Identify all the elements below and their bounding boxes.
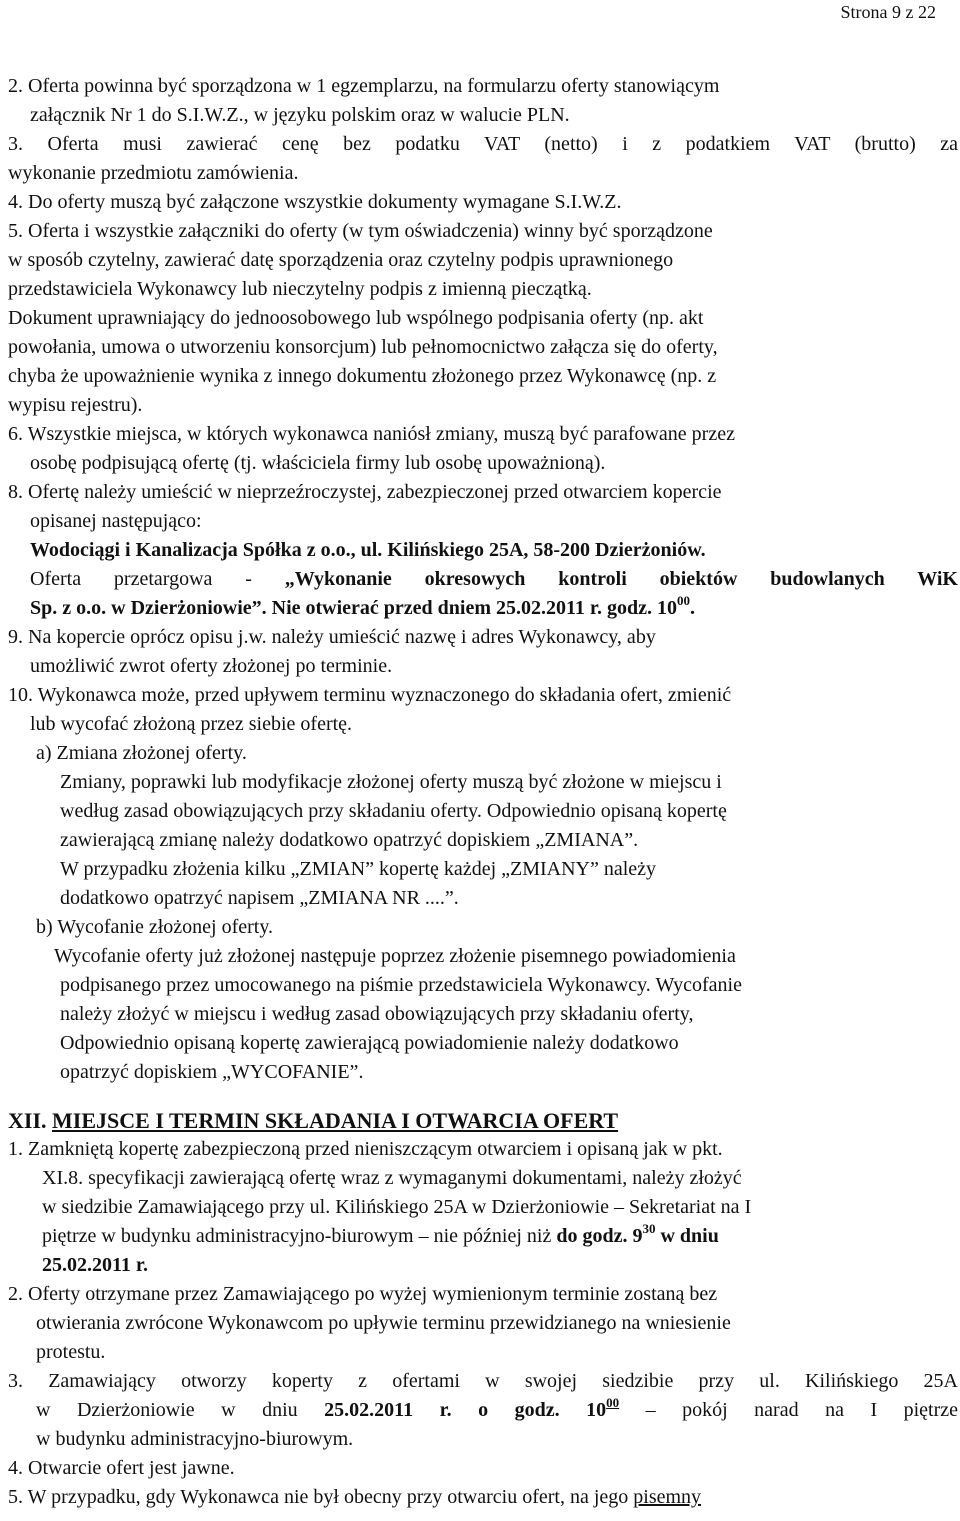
item-9-line-2: umożliwić zwrot oferty złożonej po terminie. (30, 655, 393, 677)
offer-title: „Wykonanie okresowych kontroli obiektów budowlanych WiK (284, 568, 958, 590)
sec-2-line-1: 2. Oferty otrzymane przez Zamawiającego po wyżej wymienionym terminie zostaną bez (8, 1283, 718, 1305)
sub-b-line-3: należy złożyć w miejscu i według zasad obowiązujących przy składaniu oferty, (60, 1003, 694, 1025)
deadline-date: 25.02.2011 r. (42, 1254, 148, 1276)
opening-place: w Dzierżoniowie w dniu (36, 1399, 325, 1421)
sec-5-underlined: pisemny (633, 1486, 702, 1508)
item-5-line-2: w sposób czytelny, zawierać datę sporządzenia oraz czytelny podpis uprawnionego (8, 249, 674, 271)
sec-5-line-1 (8, 1483, 958, 1512)
sub-a-line-5: dodatkowo opatrzyć napisem „ZMIANA NR ....”. (60, 887, 459, 909)
sub-a-line-2: według zasad obowiązujących przy składaniu oferty. Odpowiednio opisaną kopertę (60, 800, 727, 822)
item-4-line-1: 4. Do oferty muszą być załączone wszystkie dokumenty wymagane S.I.W.Z. (8, 191, 622, 213)
opening-minutes: 00 (606, 1395, 620, 1410)
sub-a-line-3: zawierającą zmianę należy dodatkowo opatrzyć dopiskiem „ZMIANA”. (60, 829, 639, 851)
page-number: Strona 9 z 22 (840, 2, 936, 22)
item-6-line-2: osobę podpisującą ofertę (tj. właściciela firmy lub osobę upoważnioną). (30, 452, 606, 474)
sec-1-line-3: w siedzibie Zamawiającego przy ul. Kilińskiego 25A w Dzierżoniowie – Sekretariat na I (42, 1196, 752, 1218)
document-body (8, 72, 958, 1512)
section-title: MIEJSCE I TERMIN SKŁADANIA I OTWARCIA OFERT (52, 1108, 619, 1133)
opening-room: – pokój narad na I piętrze (619, 1399, 959, 1421)
item-8-line-4 (8, 565, 958, 594)
item-6-line-1: 6. Wszystkie miejsca, w których wykonawca naniósł zmiany, muszą być parafowane przez (8, 423, 735, 445)
sec-3-line-1: 3. Zamawiający otworzy koperty z ofertami w swojej siedzibie przy ul. Kilińskiego 25A (8, 1370, 958, 1392)
period: . (689, 597, 695, 619)
sec-1-line-2: XI.8. specyfikacji zawierającą ofertę wraz z wymaganymi dokumentami, należy złożyć (42, 1167, 742, 1189)
item-8-line-2: opisanej następująco: (30, 510, 202, 532)
sub-b-line-4: Odpowiednio opisaną kopertę zawierającą powiadomienie należy dodatkowo (60, 1032, 679, 1054)
item-2-line-1: 2. Oferta powinna być sporządzona w 1 egzemplarzu, na formularzu oferty stanowiącym (8, 75, 720, 97)
sub-b-line-2: podpisanego przez umocowanego na piśmie przedstawiciela Wykonawcy. Wycofanie (60, 974, 742, 996)
item-3-line-2: wykonanie przedmiotu zamówienia. (8, 162, 299, 184)
deadline-day-label: w dniu (655, 1225, 719, 1247)
deadline-hour: do godz. 9 (556, 1225, 643, 1247)
sec-2-line-3: protestu. (36, 1341, 106, 1363)
deadline-minutes: 30 (642, 1221, 656, 1236)
sub-b-heading: b) Wycofanie złożonej oferty. (36, 916, 274, 938)
hour-superscript: 00 (676, 593, 690, 608)
do-not-open-note: Sp. z o.o. w Dzierżoniowie”. Nie otwierać przed dniem 25.02.2011 r. godz. 10 (30, 597, 677, 619)
item-9-line-1: 9. Na kopercie oprócz opisu j.w. należy umieścić nazwę i adres Wykonawcy, aby (8, 626, 656, 648)
opening-date: 25.02.2011 r. o godz. 10 (324, 1399, 607, 1421)
sec-3-line-2 (8, 1396, 958, 1425)
sec-2-line-2: otwierania zwrócone Wykonawcom po upływie terminu przewidzianego na wniesienie (36, 1312, 731, 1334)
item-3-line-1: 3. Oferta musi zawierać cenę bez podatku VAT (netto) i z podatkiem VAT (brutto) za (8, 133, 958, 155)
deadline-text: piętrze w budynku administracyjno-biurowym – nie później niż (42, 1225, 557, 1247)
sec-3-line-3: w budynku administracyjno-biurowym. (36, 1428, 354, 1450)
item-5-line-7: wypisu rejestru). (8, 394, 143, 416)
item-5-line-5: powołania, umowa o utworzeniu konsorcjum) lub pełnomocnictwo załącza się do oferty, (8, 336, 718, 358)
sub-a-heading: a) Zmiana złożonej oferty. (36, 742, 247, 764)
sec-4-line-1: 4. Otwarcie ofert jest jawne. (8, 1457, 235, 1479)
sub-a-line-1: Zmiany, poprawki lub modyfikacje złożonej oferty muszą być złożone w miejscu i (60, 771, 722, 793)
offer-label: Oferta przetargowa - (30, 568, 285, 590)
item-8-address: Wodociągi i Kanalizacja Spółka z o.o., ul. Kilińskiego 25A, 58-200 Dzierżoniów. (30, 539, 706, 561)
sec-1-line-4 (8, 1222, 958, 1251)
item-8-line-5 (8, 594, 958, 623)
item-8-line-1: 8. Ofertę należy umieścić w nieprzeźroczystej, zabezpieczonej przed otwarciem kopercie (8, 481, 722, 503)
item-5-line-6: chyba że upoważnienie wynika z innego dokumentu złożonego przez Wykonawcę (np. z (8, 365, 717, 387)
item-10-line-1: 10. Wykonawca może, przed upływem terminu wyznaczonego do składania ofert, zmienić (8, 684, 732, 706)
sec-1-line-1: 1. Zamkniętą kopertę zabezpieczoną przed nieniszczącym otwarciem i opisaną jak w pkt. (8, 1138, 723, 1160)
sub-b-line-5: opatrzyć dopiskiem „WYCOFANIE”. (60, 1061, 364, 1083)
section-number: XII. (8, 1108, 53, 1133)
item-5-line-1: 5. Oferta i wszystkie załączniki do oferty (w tym oświadczenia) winny być sporządzone (8, 220, 713, 242)
item-5-line-4: Dokument uprawniający do jednoosobowego lub wspólnego podpisania oferty (np. akt (8, 307, 704, 329)
sub-b-line-1: Wycofanie oferty już złożonej następuje poprzez złożenie pisemnego powiadomienia (54, 945, 736, 967)
sec-5-text: 5. W przypadku, gdy Wykonawca nie był obecny przy otwarciu ofert, na jego (8, 1486, 634, 1508)
item-5-line-3: przedstawiciela Wykonawcy lub nieczytelny podpis z imienną pieczątką. (8, 278, 592, 300)
section-heading (8, 1106, 958, 1135)
item-2-line-2: załącznik Nr 1 do S.I.W.Z., w języku polskim oraz w walucie PLN. (30, 104, 570, 126)
item-10-line-2: lub wycofać złożoną przez siebie ofertę. (30, 713, 353, 735)
sub-a-line-4: W przypadku złożenia kilku „ZMIAN” kopertę każdej „ZMIANY” należy (60, 858, 657, 880)
